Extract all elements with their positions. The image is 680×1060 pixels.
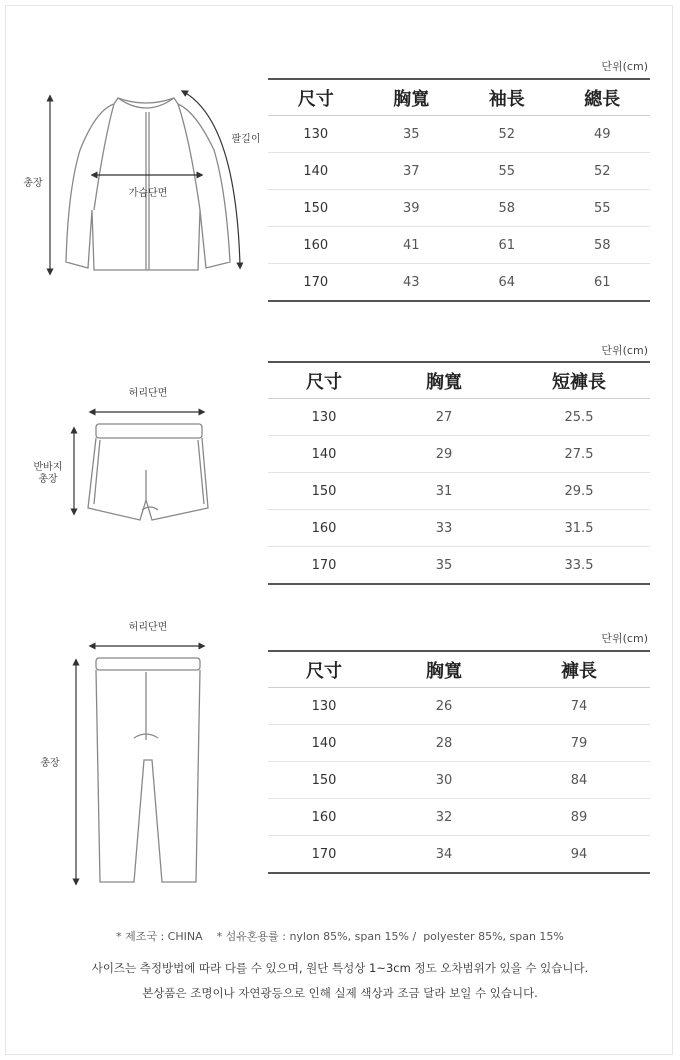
- shorts-unit-label: 단위(cm): [601, 344, 648, 357]
- table-cell: 79: [508, 725, 650, 762]
- table-cell: 39: [364, 190, 460, 227]
- size-cell: 170: [311, 557, 337, 573]
- table-cell: 61: [459, 227, 555, 264]
- table-cell: 49: [555, 116, 651, 153]
- table-cell: 27: [380, 399, 508, 436]
- column-header: 尺寸: [268, 651, 380, 688]
- table-cell: 31: [380, 473, 508, 510]
- column-header: 尺寸: [268, 79, 364, 116]
- table-cell: 34: [435, 846, 453, 862]
- size-cell: 160: [268, 799, 380, 836]
- table-cell: 29: [380, 436, 508, 473]
- table-cell: 52: [459, 116, 555, 153]
- size-cell: 140: [268, 153, 364, 190]
- size-cell: 150: [268, 762, 380, 799]
- column-header: 短褲長: [508, 362, 650, 399]
- table-cell: 33.5: [564, 557, 594, 573]
- table-row: [268, 762, 650, 799]
- table-cell: 35: [364, 116, 460, 153]
- size-cell: 130: [268, 116, 364, 153]
- pants-size-table: [268, 650, 650, 874]
- sleeve-length-label: 팔길이: [231, 134, 261, 145]
- table-cell: 94: [570, 846, 588, 862]
- table-cell: 31.5: [508, 510, 650, 547]
- column-header: 胸寬: [364, 79, 460, 116]
- table-header-row: [268, 651, 650, 688]
- waist-width-label: 허리단면: [128, 622, 168, 633]
- column-header: 褲長: [508, 651, 650, 688]
- chest-width-label: 가슴단면: [128, 188, 168, 199]
- table-cell: 37: [364, 153, 460, 190]
- table-cell: 74: [508, 688, 650, 725]
- size-cell: 160: [268, 510, 380, 547]
- table-cell: 58: [555, 227, 651, 264]
- shorts-length-label: 반바지 총장: [33, 462, 63, 485]
- size-cell: 140: [268, 436, 380, 473]
- column-header: 袖長: [459, 79, 555, 116]
- size-cell: 130: [268, 399, 380, 436]
- table-row: [268, 725, 650, 762]
- table-cell: 43: [402, 274, 420, 290]
- column-header: 總長: [555, 79, 651, 116]
- size-cell: 150: [268, 473, 380, 510]
- size-cell: 150: [268, 190, 364, 227]
- table-cell: 35: [435, 557, 453, 573]
- size-cell: 160: [268, 227, 364, 264]
- waist-width-label: 허리단면: [128, 388, 168, 399]
- table-cell: 26: [380, 688, 508, 725]
- table-cell: 52: [555, 153, 651, 190]
- table-cell: 30: [380, 762, 508, 799]
- table-cell: 61: [593, 274, 611, 290]
- size-cell: 170: [311, 846, 337, 862]
- column-header: 胸寬: [380, 651, 508, 688]
- table-cell: 32: [380, 799, 508, 836]
- table-cell: 58: [459, 190, 555, 227]
- table-row: [268, 688, 650, 725]
- table-cell: 33: [380, 510, 508, 547]
- table-cell: 55: [555, 190, 651, 227]
- table-cell: 64: [498, 274, 516, 290]
- origin-material-note: * 제조국 : CHINA * 섬유혼용률 : nylon 85%, span 15% / polyester 85%, span 15%: [116, 930, 564, 943]
- table-row: [268, 799, 650, 836]
- table-cell: 25.5: [508, 399, 650, 436]
- table-cell: 29.5: [508, 473, 650, 510]
- size-cell: 130: [268, 688, 380, 725]
- table-cell: 55: [459, 153, 555, 190]
- size-disclaimer: 사이즈는 측정방법에 따라 다를 수 있으며, 원단 특성상 1~3cm 정도 오차범위가 있을 수 있습니다.: [91, 961, 589, 975]
- column-header: 胸寬: [380, 362, 508, 399]
- table-cell: 89: [508, 799, 650, 836]
- pants-unit-label: 단위(cm): [601, 632, 648, 645]
- total-length-label: 총장: [23, 178, 43, 189]
- table-cell: 84: [508, 762, 650, 799]
- color-disclaimer: 본상품은 조명이나 자연광등으로 인해 실제 색상과 조금 달라 보일 수 있습니다.: [142, 986, 538, 1000]
- table-cell: 27.5: [508, 436, 650, 473]
- column-header: 尺寸: [268, 362, 380, 399]
- size-cell: 140: [268, 725, 380, 762]
- table-cell: 41: [364, 227, 460, 264]
- table-row: [268, 836, 650, 874]
- top-unit-label: 단위(cm): [601, 60, 648, 73]
- pants-length-label: 총장: [40, 758, 60, 769]
- table-cell: 28: [380, 725, 508, 762]
- size-cell: 170: [303, 274, 329, 290]
